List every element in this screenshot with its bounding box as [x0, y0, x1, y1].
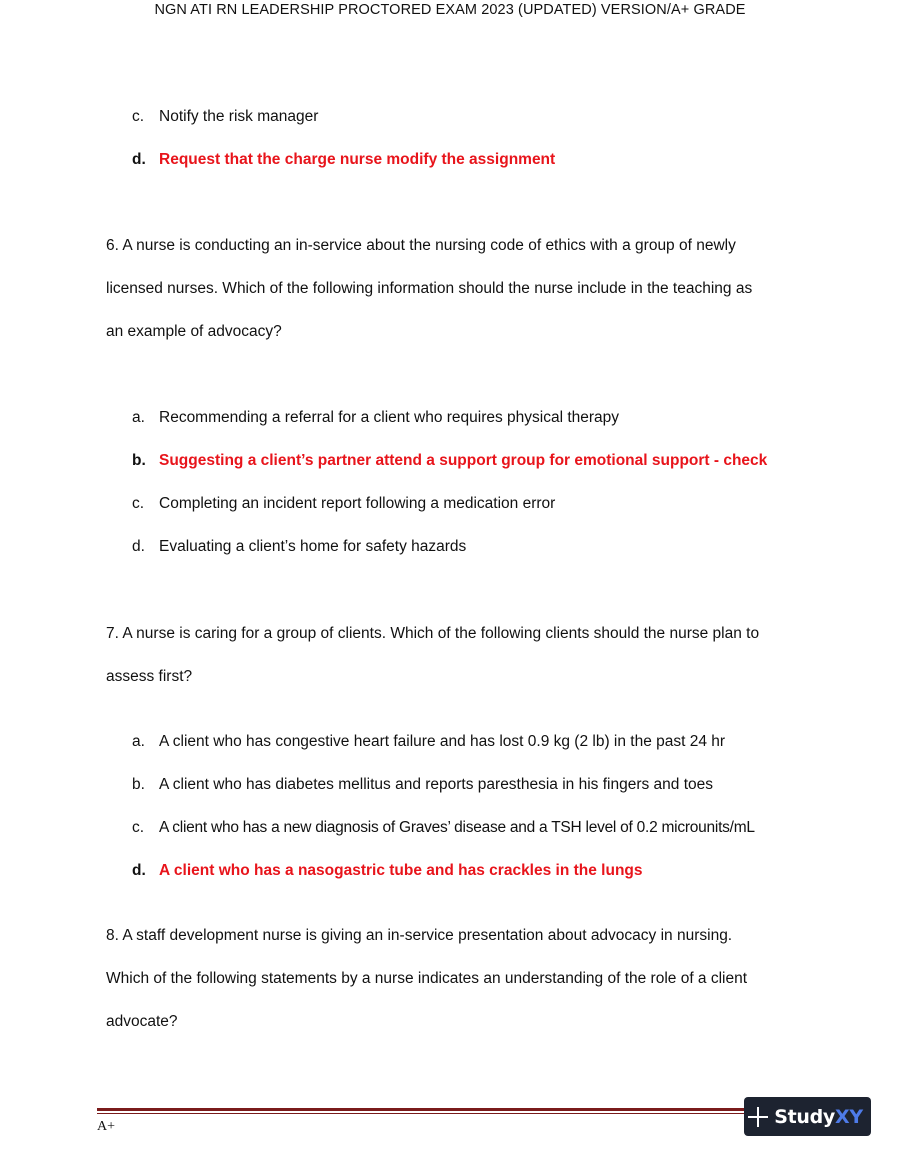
option-letter: d.: [132, 538, 145, 555]
question-6-line-1: 6. A nurse is conducting an in-service about the nursing code of ethics with a group of newly: [106, 237, 736, 254]
question-8-line-2: Which of the following statements by a nurse indicates an understanding of the role of a client: [106, 970, 748, 987]
question-6-line-2: licensed nurses. Which of the following information should the nurse include in the teaching as: [106, 280, 753, 297]
option-letter: d.: [132, 151, 146, 168]
option-letter: a.: [132, 409, 145, 426]
correct-answer: Suggesting a client’s partner attend a support group for emotional support - check: [159, 452, 768, 469]
option-text: Evaluating a client’s home for safety hazards: [159, 538, 467, 555]
option-letter: a.: [132, 733, 145, 750]
question-8-line-3: advocate?: [106, 1013, 178, 1030]
option-text: A client who has diabetes mellitus and reports paresthesia in his fingers and toes: [159, 776, 714, 793]
correct-answer: A client who has a nasogastric tube and has crackles in the lungs: [159, 862, 643, 879]
option-letter: b.: [132, 776, 145, 793]
page-header: NGN ATI RN LEADERSHIP PROCTORED EXAM 2023 (UPDATED) VERSION/A+ GRADE: [154, 2, 746, 18]
question-8-line-1: 8. A staff development nurse is giving an in-service presentation about advocacy in nursing.: [106, 927, 733, 944]
option-text: Completing an incident report following a medication error: [159, 495, 556, 512]
option-letter: c.: [132, 108, 145, 125]
footer-rule: [97, 1108, 757, 1111]
option-text: A client who has congestive heart failure and has lost 0.9 kg (2 lb) in the past 24 hr: [159, 733, 726, 750]
brand-name: [774, 1106, 863, 1128]
option-letter: d.: [132, 862, 146, 879]
brand-name-prefix: Study: [774, 1105, 835, 1128]
question-6-line-3: an example of advocacy?: [106, 323, 282, 340]
option-letter: b.: [132, 452, 146, 469]
question-7-line-1: 7. A nurse is caring for a group of clients. Which of the following clients should the nurse plan to: [106, 625, 760, 642]
option-text: Recommending a referral for a client who requires physical therapy: [159, 409, 620, 426]
plus-icon: [748, 1107, 768, 1127]
correct-answer: Request that the charge nurse modify the assignment: [159, 151, 556, 168]
footer-grade: A+: [97, 1119, 116, 1134]
question-7-line-2: assess first?: [106, 668, 193, 685]
option-text: A client who has a new diagnosis of Graves’ disease and a TSH level of 0.2 microunits/mL: [159, 819, 755, 836]
option-letter: c.: [132, 819, 145, 836]
brand-name-suffix: XY: [834, 1105, 863, 1128]
option-letter: c.: [132, 495, 145, 512]
option-text: Notify the risk manager: [159, 108, 319, 125]
footer-rule-thin: [97, 1113, 757, 1114]
studyxy-logo[interactable]: [744, 1097, 871, 1136]
